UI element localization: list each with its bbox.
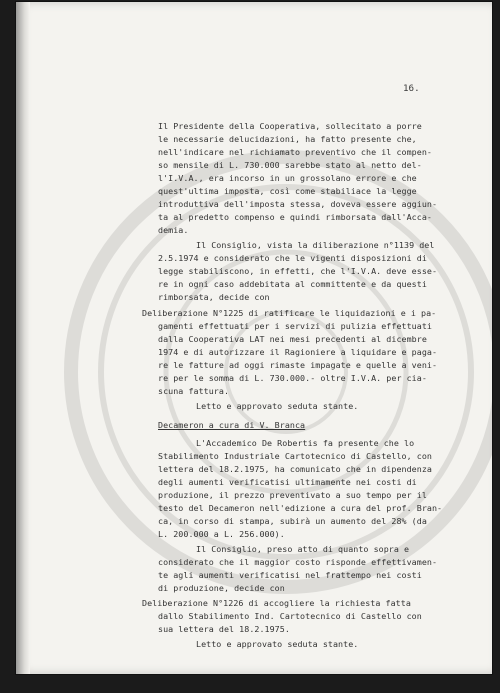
document-page <box>16 2 492 674</box>
approval-line: Letto e approvato seduta stante. <box>196 401 359 411</box>
text-line: di produzione, decide con <box>158 583 285 593</box>
text-line: L. 200.000 a L. 256.000). <box>158 529 285 539</box>
text-line: quest'ultima imposta, così come stabiliace la legge <box>158 186 417 196</box>
text-line: lettera del 18.2.1975, ha comunicato che in dipendenza <box>158 464 432 474</box>
text-line: ca, in corso di stampa, subirà un aumento del 28% (da <box>158 516 427 526</box>
text-line: Il Consiglio, preso atto di quanto sopra e <box>196 544 410 554</box>
deliberation-line: Deliberazione N°1226 di accogliere la richiesta fatta <box>142 598 411 608</box>
text-line: so mensile di L. 730.000 sarebbe stato al netto del- <box>158 160 422 170</box>
text-line: scuna fattura. <box>158 386 230 396</box>
section-heading: Decameron a cura di V. Branca <box>158 420 306 430</box>
text-line: L'Accademico De Robertis fa presente che lo <box>196 438 415 448</box>
text-line: sua lettera del 18.2.1975. <box>158 624 290 634</box>
text-line: Il Presidente della Cooperativa, sollecitato a porre <box>158 121 422 131</box>
text-line: re per le somma di L. 730.000.- oltre I.V.A. per cia- <box>158 373 427 383</box>
text-line: Il Consiglio, vista la diliberazione n°1139 del <box>196 240 435 250</box>
text-line: rimborsata, decide con <box>158 292 270 302</box>
text-line: nell'indicare nel richiamato preventivo che il compen- <box>158 147 432 157</box>
text-line: demia. <box>158 225 189 235</box>
text-line: re le fatture ad oggi rimaste impagate e quelle a veni- <box>158 360 438 370</box>
text-line: re in ogni caso addebitata al committente e da questi <box>158 279 427 289</box>
text-line: le necessarie delucidazioni, ha fatto presente che, <box>158 134 417 144</box>
deliberation-line: Deliberazione N°1225 di ratificare le liquidazioni e i pa- <box>142 308 437 318</box>
text-line: considerato che il maggior costo risponde effettivamen- <box>158 557 438 567</box>
page-number: 16. <box>403 83 420 94</box>
text-line: degli aumenti verificatisi ultimamente nei costi di <box>158 477 417 487</box>
text-line: te agli aumenti verificatisi nel frattempo nei costi <box>158 570 422 580</box>
text-line: gamenti effettuati per i servizi di pulizia effettuati <box>158 321 432 331</box>
text-line: introduttiva dell'imposta stessa, doveva essere aggiun- <box>158 199 438 209</box>
binding-shadow <box>16 2 30 674</box>
text-line: 1974 e di autorizzare il Ragioniere a liquidare e paga- <box>158 347 438 357</box>
text-line: dallo Stabilimento Ind. Cartotecnico di Castello con <box>158 611 422 621</box>
text-line: 2.5.1974 e considerato che le vigenti disposizioni di <box>158 253 427 263</box>
text-line: dalla Cooperativa LAT nei mesi precedenti al dicembre <box>158 334 427 344</box>
text-line: ta al predetto compenso e quindi rimborsata dall'Acca- <box>158 212 432 222</box>
text-line: testo del Decameron nell'edizione a cura del prof. Bran- <box>158 503 443 513</box>
text-line: Stabilimento Industriale Cartotecnico di Castello, con <box>158 451 432 461</box>
text-line: produzione, il prezzo preventivato a suo tempo per il <box>158 490 427 500</box>
approval-line: Letto e approvato seduta stante. <box>196 639 359 649</box>
text-line: l'I.V.A., era incorso in un grossolano errore e che <box>158 173 417 183</box>
text-line: legge stabiliscono, in effetti, che l'I.V.A. deve esse- <box>158 266 438 276</box>
